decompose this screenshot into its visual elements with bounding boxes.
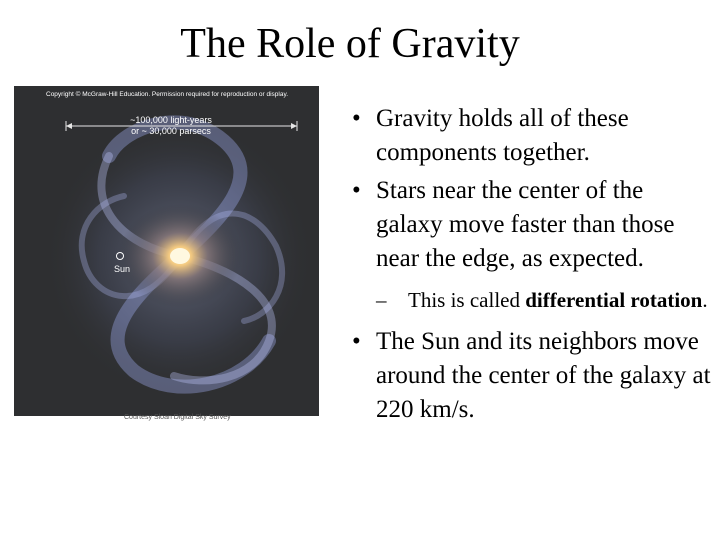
sub-bullet-term: differential rotation	[525, 288, 703, 312]
sub-bullet-item	[352, 286, 712, 315]
bullet-item	[352, 325, 712, 427]
bullet-list	[352, 102, 712, 431]
bullet-item	[352, 102, 712, 170]
bullet-marker: •	[352, 328, 361, 355]
scale-label-pc: or ~ 30,000 parsecs	[131, 126, 211, 136]
slide-title: The Role of Gravity	[180, 21, 520, 67]
bullet-text: The Sun and its neighbors move around the center of the galaxy at 220 km/s.	[376, 328, 711, 423]
bullet-text: Gravity holds all of these components together.	[376, 105, 629, 166]
sub-bullet-suffix: .	[702, 288, 708, 312]
bullet-item	[352, 174, 712, 276]
image-credit: Courtesy Sloan Digital Sky Survey	[124, 414, 231, 421]
copyright-line: Copyright © McGraw-Hill Education. Permission required for reproduction or display.	[46, 91, 289, 98]
bullet-marker: •	[352, 177, 361, 204]
galaxy-image	[14, 86, 319, 416]
bullet-marker: •	[352, 105, 361, 132]
scale-label-ly: ~100,000 light-years	[130, 115, 212, 125]
sun-label: Sun	[114, 264, 131, 274]
bullet-text: Stars near the center of the galaxy move faster than those near the edge, as expected.	[376, 177, 675, 272]
sub-bullet-prefix: This is called	[408, 288, 526, 312]
sub-bullet-marker: –	[376, 288, 387, 312]
